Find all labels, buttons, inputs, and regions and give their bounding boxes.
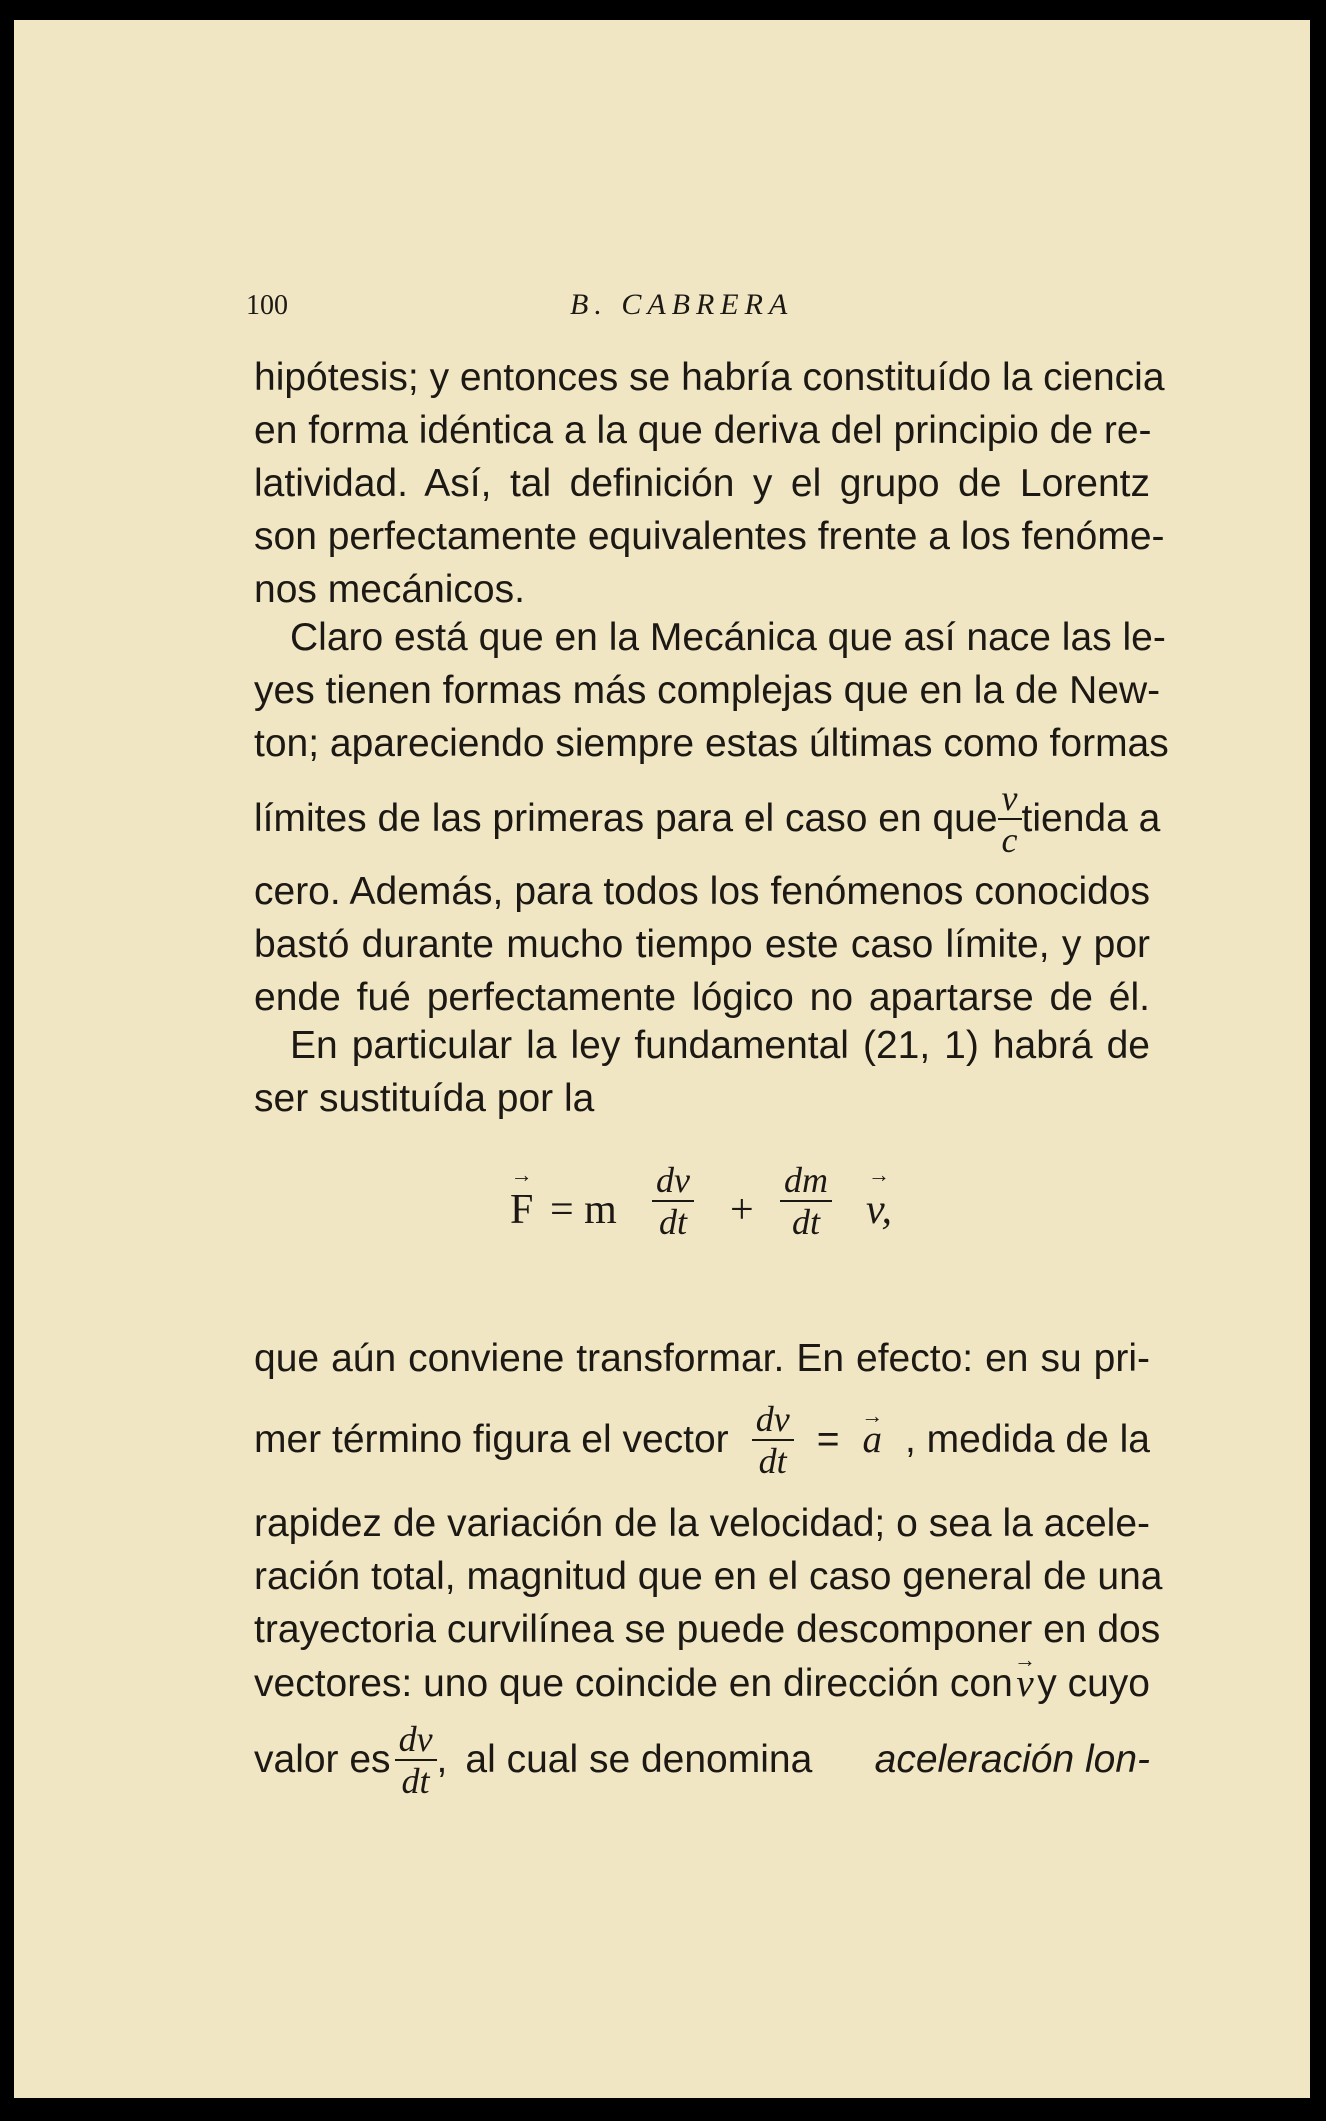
- text-line-with-fraction: [254, 774, 1161, 864]
- text-line: ende fué perfectamente lógico no apartarse de él.: [254, 976, 1150, 1019]
- text-line: ton; apareciendo siempre estas últimas como formas: [254, 722, 1169, 765]
- page-number: 100: [246, 290, 288, 321]
- italic-term: aceleración lon-: [874, 1738, 1150, 1781]
- line-text: vectores: uno que coincide en dirección con: [254, 1662, 1013, 1705]
- equals-sign: =: [816, 1418, 840, 1461]
- book-page: [14, 20, 1310, 2098]
- text-line: hipótesis; y entonces se habría constituído la ciencia: [254, 356, 1165, 399]
- fraction-denominator: c: [1001, 820, 1018, 860]
- text-line: bastó durante mucho tiempo este caso límite, y por: [254, 923, 1150, 966]
- equals-m: = m: [550, 1187, 617, 1233]
- text-line-with-vector: [254, 1660, 1150, 1708]
- line-text: tienda a: [1021, 797, 1161, 840]
- fraction-denominator: dt: [791, 1202, 820, 1242]
- text-line: ración total, magnitud que en el caso general de una: [254, 1555, 1163, 1598]
- line-text: al cual se denomina: [465, 1738, 813, 1781]
- fraction-numerator: dv: [395, 1721, 437, 1761]
- text-line: rapidez de variación de la velocidad; o sea la acele-: [254, 1502, 1150, 1545]
- fraction-numerator: dm: [780, 1162, 832, 1202]
- text-line: que aún conviene transformar. En efecto: en su pri-: [254, 1337, 1150, 1380]
- text-line: son perfectamente equivalentes frente a los fenóme-: [254, 515, 1165, 558]
- text-line: trayectoria curvilínea se puede descomponer en dos: [254, 1608, 1161, 1651]
- line-text: límites de las primeras para el caso en que: [254, 797, 998, 840]
- line-text: , medida de la: [905, 1418, 1150, 1461]
- paragraph-first-line: En particular la ley fundamental (21, 1) habrá de: [290, 1024, 1150, 1067]
- fraction-numerator: v: [998, 780, 1022, 820]
- line-text: mer término figura el vector: [254, 1418, 729, 1461]
- text-line: cero. Además, para todos los fenómenos conocidos: [254, 870, 1150, 913]
- vector-a: → a: [862, 1416, 882, 1464]
- fraction-numerator: dv: [652, 1162, 694, 1202]
- comma: ,: [436, 1738, 448, 1781]
- plus-sign: +: [730, 1187, 754, 1233]
- text-line-with-fraction: [254, 1710, 1150, 1810]
- text-line: latividad. Así, tal definición y el grupo de Lorentz: [254, 462, 1150, 505]
- text-line: en forma idéntica a la que deriva del principio de re-: [254, 409, 1152, 452]
- text-line: yes tienen formas más complejas que en la de New-: [254, 669, 1161, 712]
- fraction-dv-dt: [652, 1162, 694, 1240]
- fraction-dv-dt: [395, 1721, 437, 1799]
- line-text: valor es: [254, 1738, 391, 1781]
- line-text: y cuyo: [1037, 1662, 1150, 1705]
- fraction-dm-dt: [780, 1162, 832, 1240]
- fraction-denominator: dt: [658, 1202, 687, 1242]
- text-line-with-fraction: [254, 1390, 1150, 1490]
- vector-v: → v: [1016, 1660, 1033, 1708]
- fraction-numerator: dv: [752, 1401, 794, 1441]
- equation-equals-m: [550, 1186, 617, 1234]
- page-header: [14, 278, 1310, 328]
- text-line: ser sustituída por la: [254, 1077, 595, 1120]
- vector-F: → F: [510, 1186, 533, 1234]
- text-line: nos mecánicos.: [254, 568, 525, 611]
- running-head: B. CABRERA: [570, 288, 794, 321]
- fraction-v-over-c: [998, 780, 1022, 858]
- fraction-denominator: dt: [758, 1441, 787, 1481]
- fraction-dv-dt: [752, 1401, 794, 1479]
- vector-v: → v,: [866, 1186, 892, 1234]
- fraction-denominator: dt: [401, 1761, 430, 1801]
- equation-force: [510, 1150, 1070, 1260]
- paragraph-first-line: Claro está que en la Mecánica que así nace las le-: [290, 616, 1166, 659]
